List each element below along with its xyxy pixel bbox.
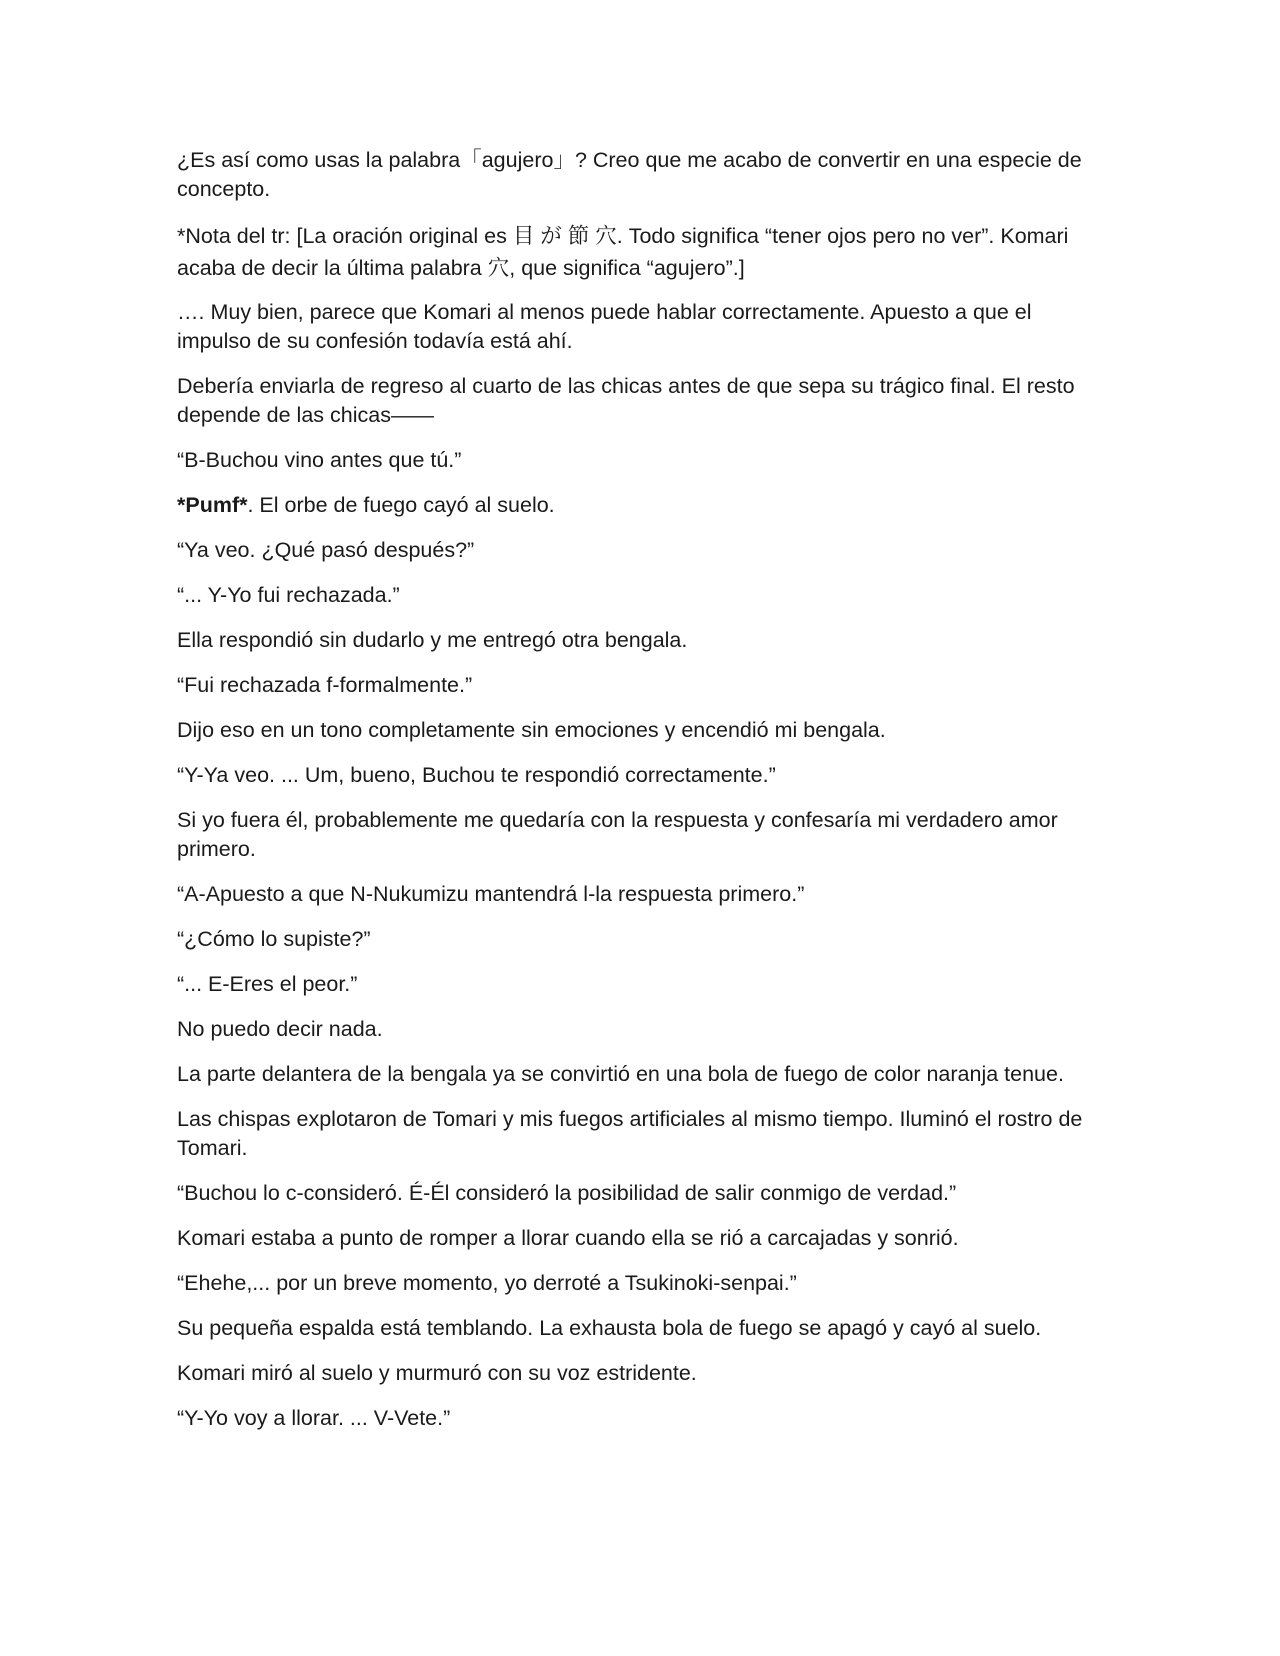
paragraph-15: “¿Cómo lo supiste?” xyxy=(177,927,371,951)
paragraph-23: Su pequeña espalda está temblando. La exhausta bola de fuego se apagó y cayó al suelo. xyxy=(177,1316,1042,1340)
paragraph-10: “Fui rechazada f-formalmente.” xyxy=(177,673,473,697)
paragraph-16: “... E-Eres el peor.” xyxy=(177,972,358,996)
paragraph-11: Dijo eso en un tono completamente sin emociones y encendió mi bengala. xyxy=(177,718,886,742)
paragraph-8: “... Y-Yo fui rechazada.” xyxy=(177,583,400,607)
paragraph-6 xyxy=(177,491,1097,520)
paragraph-12: “Y-Ya veo. ... Um, bueno, Buchou te respondió correctamente.” xyxy=(177,763,776,787)
paragraph-14: “A-Apuesto a que N-Nukumizu mantendrá l-la respuesta primero.” xyxy=(177,882,805,906)
paragraph-19: Las chispas explotaron de Tomari y mis fuegos artificiales al mismo tiempo. Iluminó el rostro de Tomari. xyxy=(177,1107,1083,1160)
sound-effect: *Pumf* xyxy=(177,493,248,517)
document-page xyxy=(177,146,1097,1449)
translator-note: *Nota del tr: [La oración original es 目 が 節 穴. Todo significa “tener ojos pero no ver”. Komari acaba de decir la última palabra 穴, que significa “agujero”.] xyxy=(177,224,1069,280)
paragraph-7: “Ya veo. ¿Qué pasó después?” xyxy=(177,538,475,562)
paragraph-6-text: . El orbe de fuego cayó al suelo. xyxy=(247,493,555,517)
paragraph-1: ¿Es así como usas la palabra「agujero」? Creo que me acabo de convertir en una especie de concepto. xyxy=(177,148,1082,201)
paragraph-18: La parte delantera de la bengala ya se convirtió en una bola de fuego de color naranja tenue. xyxy=(177,1062,1064,1086)
paragraph-3: …. Muy bien, parece que Komari al menos puede hablar correctamente. Apuesto a que el impulso de su confesión todavía está ahí. xyxy=(177,300,1032,353)
paragraph-21: Komari estaba a punto de romper a llorar cuando ella se rió a carcajadas y sonrió. xyxy=(177,1226,959,1250)
paragraph-9: Ella respondió sin dudarlo y me entregó otra bengala. xyxy=(177,628,688,652)
paragraph-25: “Y-Yo voy a llorar. ... V-Vete.” xyxy=(177,1406,451,1430)
paragraph-17: No puedo decir nada. xyxy=(177,1017,383,1041)
paragraph-4: Debería enviarla de regreso al cuarto de las chicas antes de que sepa su trágico final. El resto depende de las chicas―― xyxy=(177,374,1075,427)
paragraph-24: Komari miró al suelo y murmuró con su voz estridente. xyxy=(177,1361,697,1385)
paragraph-22: “Ehehe,... por un breve momento, yo derroté a Tsukinoki-senpai.” xyxy=(177,1271,797,1295)
paragraph-20: “Buchou lo c-consideró. É-Él consideró la posibilidad de salir conmigo de verdad.” xyxy=(177,1181,957,1205)
paragraph-13: Si yo fuera él, probablemente me quedaría con la respuesta y confesaría mi verdadero amor primero. xyxy=(177,808,1058,861)
paragraph-5: “B-Buchou vino antes que tú.” xyxy=(177,448,462,472)
